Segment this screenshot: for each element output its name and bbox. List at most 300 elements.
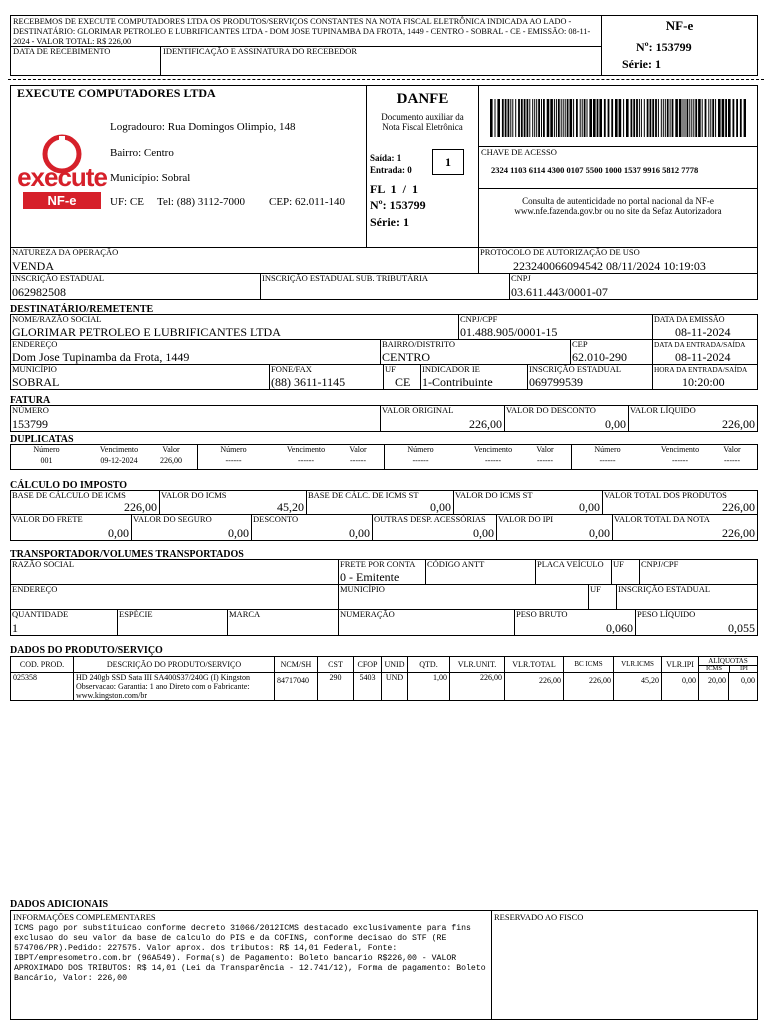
barcode-bar <box>580 99 581 137</box>
barcode-bar <box>650 99 652 137</box>
additional-title: DADOS ADICIONAIS <box>10 899 109 910</box>
ie-st-cell <box>260 273 510 300</box>
product-cell-ncm: 84717040 <box>274 672 318 701</box>
barcode-bar <box>689 99 690 137</box>
barcode-bar <box>561 99 562 137</box>
other-expenses-cell <box>372 514 497 541</box>
barcode-bar <box>687 99 689 137</box>
barcode-bar <box>505 99 507 137</box>
barcode-bar <box>584 99 586 137</box>
issuer-cnpj-value: 03.611.443/0001-07 <box>511 285 608 299</box>
antt-label: CÓDIGO ANTT <box>427 559 485 569</box>
duplicates-title: DUPLICATAS <box>10 434 74 445</box>
products-header-aliquotas-label: ALÍQUOTAS <box>699 657 757 666</box>
recipient-title: DESTINATÁRIO/REMETENTE <box>10 304 154 315</box>
danfe-series: Série: 1 <box>370 215 409 229</box>
plate-label: PLACA VEÍCULO <box>537 559 604 569</box>
protocol-cell <box>478 247 758 274</box>
tax-title: CÁLCULO DO IMPOSTO <box>10 480 128 491</box>
issue-date: 08-11-2024 <box>675 325 731 339</box>
protocol-label: PROTOCOLO DE AUTORIZAÇÃO DE USO <box>480 247 640 257</box>
complementary-info-label: INFORMAÇÕES COMPLEMENTARES <box>13 912 156 922</box>
barcode-bar <box>708 99 709 137</box>
product-cell-vunit: 226,00 <box>449 672 505 701</box>
barcode-bar <box>538 99 540 137</box>
issuer-box <box>10 85 367 248</box>
plate-cell <box>535 559 612 585</box>
brand-cell <box>227 609 339 636</box>
product-cell-unid: UND <box>381 672 408 701</box>
invoice-net: 226,00 <box>722 417 755 431</box>
barcode-bar <box>611 99 613 137</box>
barcode-bar <box>512 99 513 137</box>
barcode-bar <box>565 99 566 137</box>
duplicate-valor: 226,00 <box>160 456 182 465</box>
recipient-name-cell <box>10 314 459 340</box>
nature-value: VENDA <box>12 259 54 273</box>
product-cell-cfop: 5403 <box>353 672 382 701</box>
issuer-cnpj-cell <box>509 273 758 300</box>
insurance-label: VALOR DO SEGURO <box>133 514 212 524</box>
quantity-cell <box>10 609 118 636</box>
receipt-nfe-box <box>601 15 758 76</box>
barcode-bar <box>718 99 721 137</box>
quantity: 1 <box>12 621 18 635</box>
products-header-vunit: VLR.UNIT. <box>449 656 505 673</box>
invoice-original: 226,00 <box>469 417 502 431</box>
product-cell-aipi: 0,00 <box>728 672 758 701</box>
other-expenses: 0,00 <box>473 526 494 540</box>
barcode-bar <box>518 99 520 137</box>
recipient-name: GLORIMAR PETROLEO E LUBRIFICANTES LTDA <box>12 325 281 339</box>
invoice-net-cell <box>628 405 758 432</box>
recipient-cnpj: 01.488.905/0001-15 <box>460 325 558 339</box>
barcode-bar <box>661 99 662 137</box>
nature-label: NATUREZA DA OPERAÇÃO <box>12 247 119 257</box>
product-cell-vtotal: 226,00 <box>504 672 564 701</box>
barcode-bar <box>558 99 560 137</box>
invoice-discount-label: VALOR DO DESCONTO <box>506 405 596 415</box>
invoice-number: 153799 <box>12 417 48 431</box>
duplicate-header-vencimento: Vencimento <box>99 445 139 454</box>
barcode-bar <box>683 99 684 137</box>
barcode-bar <box>728 99 731 137</box>
issuer-street: Logradouro: Rua Domingos Olimpio, 148 <box>110 121 296 133</box>
duplicate-header-numero: Número <box>33 445 60 454</box>
product-cell-cod: 025358 <box>10 672 74 701</box>
barcode-bar <box>556 99 557 137</box>
products-header-cfop: CFOP <box>353 656 382 673</box>
antt-cell <box>425 559 536 585</box>
recipient-ie-indicator-cell <box>420 364 528 390</box>
insurance-cell <box>131 514 252 541</box>
invoice-discount: 0,00 <box>605 417 626 431</box>
duplicate-header-valor: Valor <box>349 445 367 454</box>
icms-st-base: 0,00 <box>430 500 451 514</box>
danfe-entry: Entrada: 0 <box>370 165 412 175</box>
barcode-bar <box>567 99 569 137</box>
barcode-bar <box>527 99 529 137</box>
barcode-bar <box>736 99 738 137</box>
receipt-stub <box>10 15 602 76</box>
barcode-bar <box>547 99 550 137</box>
barcode-bar <box>670 99 671 137</box>
recipient-cnpj-label: CNPJ/CPF <box>460 314 498 324</box>
entry-date-label: DATA DA ENTRADA/SAÍDA <box>654 340 746 349</box>
note-total-cell <box>612 514 758 541</box>
ipi-value: 0,00 <box>589 526 610 540</box>
carrier-address-label: ENDEREÇO <box>12 584 58 594</box>
barcode-bar <box>534 99 535 137</box>
barcode-bar <box>626 99 629 137</box>
issue-date-label: DATA DA EMISSÃO <box>654 315 725 324</box>
duplicate-vencimento: ------ <box>298 456 314 465</box>
invoice-original-label: VALOR ORIGINAL <box>382 405 454 415</box>
freight-label: VALOR DO FRETE <box>12 514 83 524</box>
products-header-qtd: QTD. <box>407 656 450 673</box>
products-header-unid: UNID <box>381 656 408 673</box>
duplicate-header-valor: Valor <box>723 445 741 454</box>
recipient-district-label: BAIRRO/DISTRITO <box>382 339 456 349</box>
tax-discount-label: DESCONTO <box>253 514 299 524</box>
carrier-ie-cell <box>616 584 758 610</box>
icms-st-value-cell <box>453 490 603 515</box>
note-total: 226,00 <box>722 526 755 540</box>
products-header-vicms: VLR.ICMS <box>613 656 662 673</box>
barcode-bar <box>652 99 654 137</box>
invoice-net-label: VALOR LÍQUIDO <box>630 405 696 415</box>
barcode-bar <box>582 99 583 137</box>
carrier-city-label: MUNICÍPIO <box>340 584 385 594</box>
barcode-bar <box>695 99 697 137</box>
gross-weight: 0,060 <box>606 621 633 635</box>
carrier-uf-label: UF <box>613 559 624 569</box>
barcode-bar <box>589 99 592 137</box>
barcode-bar <box>672 99 674 137</box>
recipient-ie-label: INSCRIÇÃO ESTADUAL <box>529 364 622 374</box>
barcode-bar <box>633 99 635 137</box>
recipient-uf: CE <box>395 375 411 389</box>
products-header-vipi: VLR.IPI <box>661 656 699 673</box>
products-header-aipi: IPI <box>729 665 758 672</box>
invoice-number-label: NÚMERO <box>12 405 49 415</box>
barcode-bar <box>550 99 553 137</box>
duplicate-numero: ------ <box>412 456 429 465</box>
barcode-bar <box>639 99 640 137</box>
issuer-name: EXECUTE COMPUTADORES LTDA <box>17 86 216 100</box>
recipient-ie-indicator-label: INDICADOR IE <box>422 364 480 374</box>
receipt-date-label: DATA DE RECEBIMENTO <box>13 46 111 56</box>
duplicate-valor: ------ <box>350 456 366 465</box>
barcode-bar <box>608 99 610 137</box>
barcode-bar <box>604 99 606 137</box>
species-label: ESPÉCIE <box>119 609 153 619</box>
issuer-city: Município: Sobral <box>110 172 191 184</box>
barcode-bar <box>631 99 633 137</box>
product-cell-vicms: 45,20 <box>613 672 662 701</box>
products-header-vtotal: VLR.TOTAL <box>504 656 564 673</box>
duplicate-header-valor: Valor <box>536 445 554 454</box>
entry-time: 10:20:00 <box>682 375 725 389</box>
species-cell <box>117 609 228 636</box>
barcode-bar <box>536 99 537 137</box>
products-header-ncm: NCM/SH <box>274 656 318 673</box>
duplicate-valor: ------ <box>724 456 740 465</box>
access-key-label: CHAVE DE ACESSO <box>481 147 557 157</box>
icms-st-value-label: VALOR DO ICMS ST <box>455 490 533 500</box>
products-header-cst: CST <box>317 656 354 673</box>
issuer-cep: CEP: 62.011-140 <box>269 196 345 208</box>
danfe-subtitle: Documento auxiliar da Nota Fiscal Eletrônica <box>381 112 464 132</box>
product-cell-vipi: 0,00 <box>661 672 699 701</box>
freight-mode: 0 - Emitente <box>340 570 400 584</box>
freight-cell <box>10 514 132 541</box>
recipient-phone: (88) 3611-1145 <box>271 375 346 389</box>
duplicate-header-numero: Número <box>407 445 434 454</box>
barcode-bar <box>725 99 727 137</box>
duplicate-header-numero: Número <box>220 445 247 454</box>
logo-text: execute <box>17 162 107 192</box>
recipient-city-cell <box>10 364 270 390</box>
duplicate-valor: ------ <box>537 456 553 465</box>
barcode-bar <box>679 99 682 137</box>
receipt-number: Nº: 153799 <box>636 40 692 54</box>
icms-value-cell <box>159 490 307 515</box>
recipient-city-label: MUNICÍPIO <box>12 364 57 374</box>
recipient-cnpj-cell <box>458 314 653 340</box>
duplicate-numero: ------ <box>599 456 616 465</box>
issuer-district: Bairro: Centro <box>110 147 174 159</box>
receipt-signature-label: IDENTIFICAÇÃO E ASSINATURA DO RECEBEDOR <box>163 46 358 56</box>
barcode-bar <box>521 99 523 137</box>
barcode-bar <box>685 99 686 137</box>
barcode-bar <box>641 99 642 137</box>
invoice-number-cell <box>10 405 381 432</box>
ipi-value-cell <box>496 514 613 541</box>
tax-discount-cell <box>251 514 373 541</box>
danfe-number: Nº: 153799 <box>370 198 426 212</box>
recipient-ie: 069799539 <box>529 375 583 389</box>
recipient-phone-label: FONE/FAX <box>271 364 312 374</box>
freight: 0,00 <box>108 526 129 540</box>
products-total-cell <box>602 490 758 515</box>
danfe-page: FL 1 / 1 <box>370 182 419 196</box>
duplicate-header-valor: Valor <box>162 445 180 454</box>
issuer-logo <box>15 132 109 212</box>
recipient-cep-label: CEP <box>572 339 588 349</box>
barcode-bar <box>508 99 510 137</box>
recipient-ie-indicator: 1-Contribuinte <box>422 375 493 389</box>
icms-value-label: VALOR DO ICMS <box>161 490 227 500</box>
recipient-uf-label: UF <box>385 364 396 374</box>
barcode-bar <box>529 99 530 137</box>
recipient-ie-cell <box>527 364 653 390</box>
logo-sub: NF-e <box>23 192 101 209</box>
ie-st-label: INSCRIÇÃO ESTADUAL SUB. TRIBUTÁRIA <box>262 273 429 283</box>
products-title: DADOS DO PRODUTO/SERVIÇO <box>10 645 163 656</box>
barcode-bar <box>497 99 500 137</box>
ie-value: 062982508 <box>12 285 66 299</box>
quantity-label: QUANTIDADE <box>12 609 69 619</box>
barcode-bar <box>524 99 526 137</box>
numbering-cell <box>338 609 515 636</box>
recipient-district: CENTRO <box>382 350 430 364</box>
access-key-value: 2324 1103 6114 4300 0107 5500 1000 1537 9916 5812 7778 <box>491 165 699 175</box>
barcode-bar <box>667 99 669 137</box>
recipient-city: SOBRAL <box>12 375 60 389</box>
barcode-bar <box>576 99 578 137</box>
issuer-uf: UF: CE <box>110 196 144 208</box>
complementary-info: ICMS pago por substituicao conforme decreto 31066/2012ICMS destacado exclusivamente para fins exclusao do seu valor da base de calculo do PIS e da COFINS, conforme decisao do STF (RE 574706/PR).Pedido: 227575. Valor aprox. dos tributos: R$ 14,01 Federal, Fonte: IBPT/empresometro.com.br (96A549). Forma(s) de Pagamento: Boleto bancario R$226,00 - VALOR APROXIMADO DOS TRIBUTOS: R$ 14,01 (Lei da Transparência - 12.741/12), Forma de pagamento: Boleto Bancário, Valor: 226,00 <box>14 924 486 983</box>
gross-weight-label: PESO BRUTO <box>516 609 568 619</box>
duplicate-header-vencimento: Vencimento <box>473 445 513 454</box>
carrier-uf2-label: UF <box>590 584 601 594</box>
barcode-bar <box>702 99 703 137</box>
barcode-bar <box>675 99 678 137</box>
carrier-name-cell <box>10 559 339 585</box>
freight-mode-cell <box>338 559 426 585</box>
barcode-bar <box>570 99 573 137</box>
net-weight-label: PESO LÍQUIDO <box>637 609 696 619</box>
freight-mode-label: FRETE POR CONTA <box>340 559 416 569</box>
barcode-bar <box>587 99 588 137</box>
duplicate-vencimento: ------ <box>485 456 501 465</box>
access-key-box <box>478 85 758 248</box>
products-total-label: VALOR TOTAL DOS PRODUTOS <box>604 490 727 500</box>
barcode-bar <box>599 99 602 137</box>
entry-time-cell <box>652 364 758 390</box>
carrier-uf-cell <box>611 559 640 585</box>
invoice-original-cell <box>380 405 505 432</box>
fiscal-reserved-label: RESERVADO AO FISCO <box>494 912 584 922</box>
barcode-bar <box>655 99 657 137</box>
ie-label: INSCRIÇÃO ESTADUAL <box>12 273 105 283</box>
barcode-bar <box>615 99 618 137</box>
icms-value: 45,20 <box>277 500 304 514</box>
recipient-name-label: NOME/RAZÃO SOCIAL <box>12 314 102 324</box>
barcode-bar <box>698 99 701 137</box>
barcode-icon <box>490 99 746 137</box>
barcode-bar <box>554 99 555 137</box>
duplicate-vencimento: 09-12-2024 <box>100 456 138 465</box>
recipient-address-cell <box>10 339 381 365</box>
barcode-bar <box>593 99 596 137</box>
barcode-bar <box>647 99 649 137</box>
danfe-type: 1 <box>432 149 464 175</box>
recipient-district-cell <box>380 339 571 365</box>
carrier-ie-label: INSCRIÇÃO ESTADUAL <box>618 584 711 594</box>
icms-base: 226,00 <box>124 500 157 514</box>
carrier-cnpj-cell <box>639 559 758 585</box>
barcode-bar <box>740 99 742 137</box>
product-cell-cst: 290 <box>317 672 354 701</box>
product-cell-qtd: 1,00 <box>407 672 450 701</box>
recipient-address-label: ENDEREÇO <box>12 339 58 349</box>
carrier-title: TRANSPORTADOR/VOLUMES TRANSPORTADOS <box>10 549 244 560</box>
barcode-bar <box>712 99 714 137</box>
icms-base-label: BASE DE CÁLCULO DE ICMS <box>12 490 126 500</box>
product-cell-bc: 226,00 <box>563 672 614 701</box>
barcode-bar <box>490 99 493 137</box>
icms-st-base-cell <box>306 490 454 515</box>
tax-discount: 0,00 <box>349 526 370 540</box>
receipt-series: Série: 1 <box>622 57 661 71</box>
net-weight-cell <box>635 609 758 636</box>
protocol-value: 223240066094542 08/11/2024 10:19:03 <box>513 259 706 273</box>
products-header-aicms: ICMS <box>706 665 722 672</box>
barcode-bar <box>733 99 735 137</box>
barcode-bar <box>705 99 707 137</box>
products-header-desc: DESCRIÇÃO DO PRODUTO/SERVIÇO <box>73 656 275 673</box>
access-key-consult: Consulta de autenticidade no portal nacional da NF-e www.nfe.fazenda.gov.br ou no site da Sefaz Autorizadora <box>514 196 722 216</box>
entry-date: 08-11-2024 <box>675 350 731 364</box>
barcode-bar <box>563 99 564 137</box>
recipient-address: Dom Jose Tupinamba da Frota, 1449 <box>12 350 190 364</box>
entry-date-cell <box>652 339 758 365</box>
carrier-city-cell <box>338 584 589 610</box>
barcode-bar <box>623 99 624 137</box>
duplicate-header-vencimento: Vencimento <box>660 445 700 454</box>
cut-line <box>8 79 764 80</box>
carrier-uf2-cell <box>588 584 617 610</box>
barcode-bar <box>619 99 622 137</box>
ipi-value-label: VALOR DO IPI <box>498 514 554 524</box>
product-cell-desc: HD 240gb SSD Sata III SA400S37/240G (I) Kingston Observacao: Garantia: 1 ano Direto com o Fabricante: www.kingston.com/br <box>73 672 275 701</box>
complementary-info-box <box>10 910 492 1020</box>
nature-cell <box>10 247 479 274</box>
duplicate-header-vencimento: Vencimento <box>286 445 326 454</box>
issue-date-cell <box>652 314 758 340</box>
icms-st-base-label: BASE DE CÁLC. DE ICMS ST <box>308 490 419 500</box>
duplicate-header-numero: Número <box>594 445 621 454</box>
danfe-exit: Saída: 1 <box>370 153 402 163</box>
barcode-bar <box>658 99 659 137</box>
recipient-phone-cell <box>269 364 384 390</box>
invoice-title: FATURA <box>10 395 51 406</box>
barcode-bar <box>665 99 666 137</box>
fiscal-reserved-box <box>491 910 758 1020</box>
duplicate-numero: 001 <box>40 456 53 465</box>
barcode-bar <box>744 99 746 137</box>
other-expenses-label: OUTRAS DESP. ACESSÓRIAS <box>374 514 486 524</box>
icms-st-value: 0,00 <box>579 500 600 514</box>
duplicate-numero: ------ <box>225 456 242 465</box>
barcode-bar <box>543 99 545 137</box>
products-total: 226,00 <box>722 500 755 514</box>
barcode-bar <box>573 99 574 137</box>
numbering-label: NUMERAÇÃO <box>340 609 395 619</box>
gross-weight-cell <box>514 609 636 636</box>
barcode-bar <box>510 99 511 137</box>
barcode-bar <box>541 99 542 137</box>
note-total-label: VALOR TOTAL DA NOTA <box>614 514 710 524</box>
duplicate-vencimento: ------ <box>672 456 688 465</box>
ie-cell <box>10 273 261 300</box>
barcode-bar <box>715 99 716 137</box>
issuer-phone: Tel: (88) 3112-7000 <box>157 196 246 208</box>
danfe-box <box>366 85 479 248</box>
products-header-cod: COD. PROD. <box>10 656 74 673</box>
danfe-title: DANFE <box>396 91 449 107</box>
barcode-bar <box>644 99 645 137</box>
barcode-bar <box>722 99 725 137</box>
barcode-bar <box>597 99 599 137</box>
products-header-aliquotas <box>698 656 758 673</box>
net-weight: 0,055 <box>728 621 755 635</box>
barcode-bar <box>691 99 692 137</box>
carrier-name-label: RAZÃO SOCIAL <box>12 559 75 569</box>
carrier-cnpj-label: CNPJ/CPF <box>641 559 679 569</box>
